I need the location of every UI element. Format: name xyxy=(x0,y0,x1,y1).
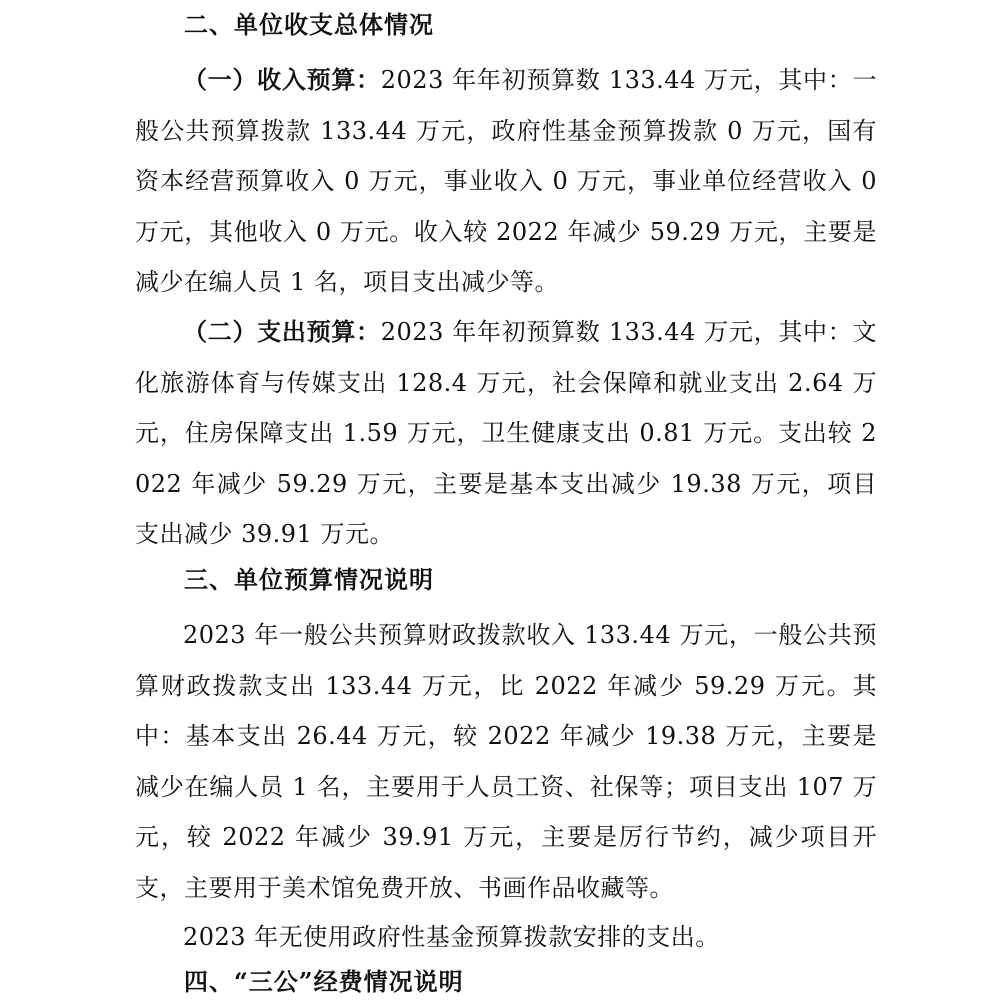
paragraph-expense-budget xyxy=(135,307,877,560)
expense-budget-lead: （二）支出预算： xyxy=(183,317,381,346)
expense-budget-text: 2023 年年初预算数 133.44 万元，其中：文化旅游体育与传媒支出 128.4 万元，社会保障和就业支出 2.64 万元，住房保障支出 1.59 万元，卫生健康支出 0.81 万元。支出较 2022 年减少 59.29 万元，主要是基本支出减少 19.38 万元，项目支出减少 39.91 万元。 xyxy=(135,318,877,548)
section-heading-overall: 二、单位收支总体情况 xyxy=(184,10,434,39)
paragraph-general-budget: 2023 年一般公共预算财政拨款收入 133.44 万元，一般公共预算财政拨款支出 133.44 万元，比 2022 年减少 59.29 万元。其中：基本支出 26.44 万元，较 2022 年减少 19.38 万元，主要是减少在编人员 1 名，主要用于人员工资、社保等；项目支出 107 万元，较 2022 年减少 39.91 万元，主要是厉行节约，减少项目开支，主要用于美术馆免费开放、书画作品收藏等。 xyxy=(135,621,877,902)
paragraph-gov-fund: 2023 年无使用政府性基金预算拨款安排的支出。 xyxy=(183,923,720,951)
income-budget-text: 2023 年年初预算数 133.44 万元，其中：一般公共预算拨款 133.44 万元，政府性基金预算拨款 0 万元，国有资本经营预算收入 0 万元，事业收入 0 万元，事业单位经营收入 0 万元，其他收入 0 万元。收入较 2022 年减少 59.29 万元，主要是减少在编人员 1 名，项目支出减少等。 xyxy=(135,66,877,296)
section-heading-budget-explanation: 三、单位预算情况说明 xyxy=(184,565,434,594)
income-budget-lead: （一）收入预算： xyxy=(183,65,381,94)
section-heading-three-public: 四、“三公”经费情况说明 xyxy=(184,967,464,996)
paragraph-income-budget xyxy=(135,55,877,308)
